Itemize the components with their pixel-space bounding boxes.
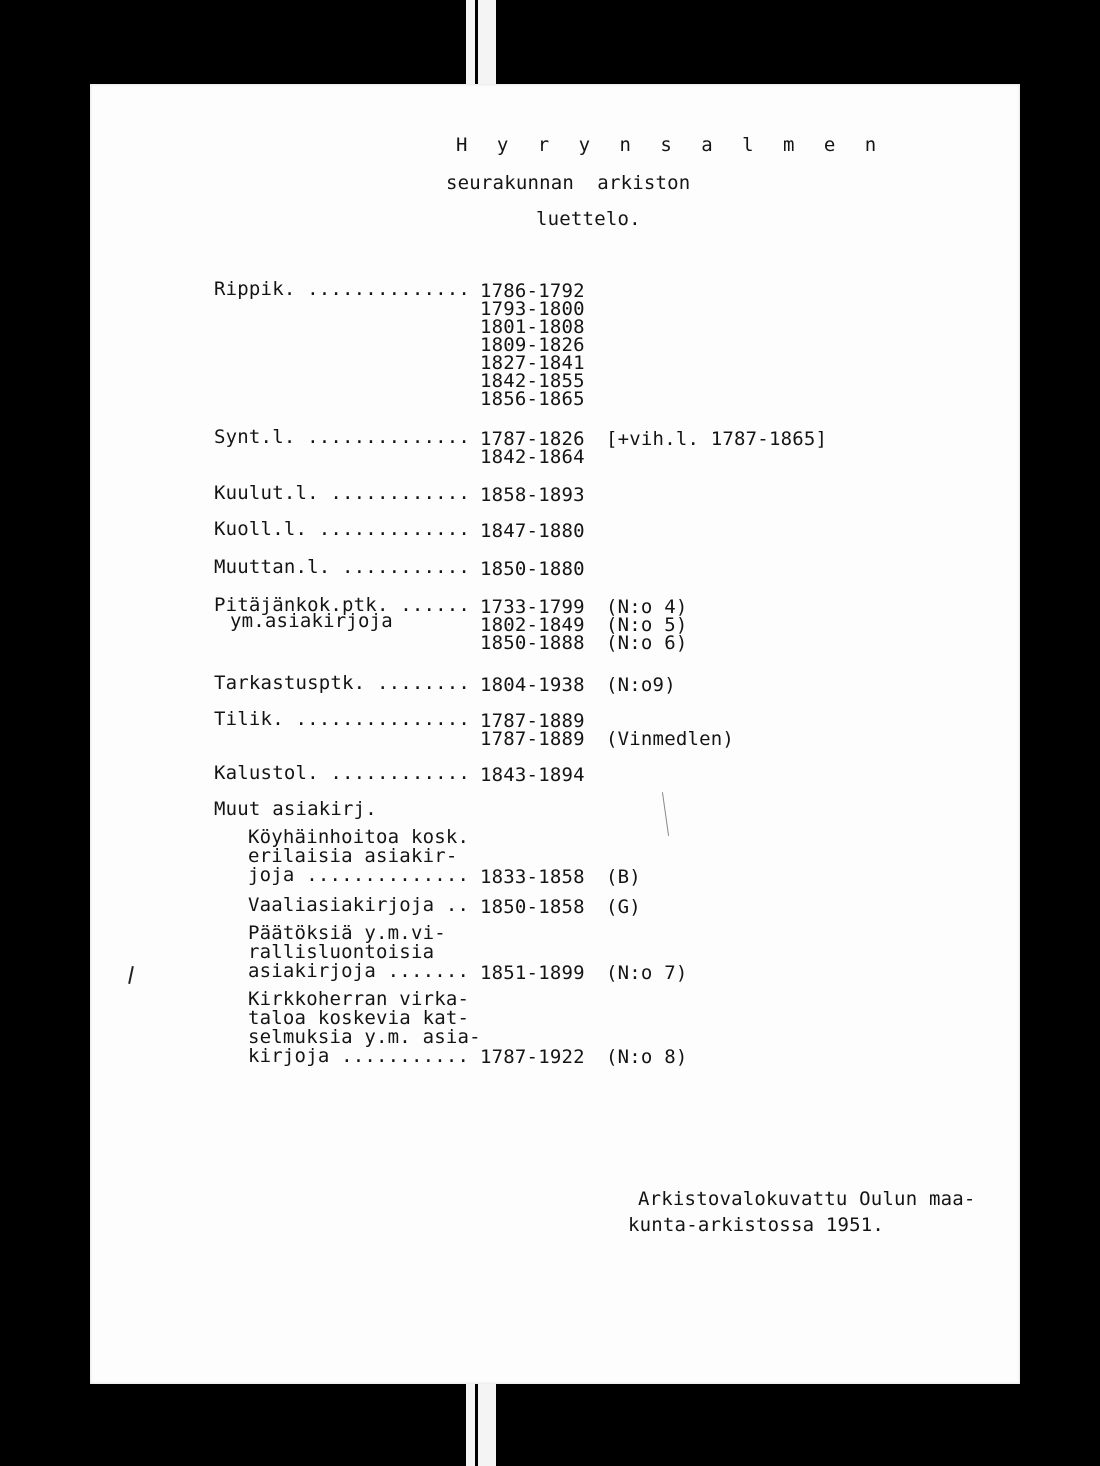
entry-note: (G) bbox=[606, 896, 641, 918]
year-range: 1851-1899 bbox=[480, 962, 585, 984]
entry-note: (N:o 6) bbox=[606, 632, 688, 654]
entry-line: selmuksia y.m. asia- bbox=[248, 1026, 481, 1048]
document-subtitle-2: luettelo. bbox=[536, 208, 641, 230]
year-range: 1786-1792 bbox=[480, 280, 585, 302]
scan-mark bbox=[662, 792, 669, 836]
entry-line: Kirkkoherran virka- bbox=[248, 988, 470, 1010]
year-range: 1858-1893 bbox=[480, 484, 585, 506]
entry-label-kuoll: Kuoll.l. ............. bbox=[214, 518, 471, 540]
entry-note: (N:o 5) bbox=[606, 614, 688, 636]
footer-note-line-1: Arkistovalokuvattu Oulun maa- bbox=[638, 1188, 976, 1210]
footer-note-line-2: kunta-arkistossa 1951. bbox=[628, 1214, 885, 1236]
section-heading-muut: Muut asiakirj. bbox=[214, 798, 377, 820]
entry-line: joja .............. bbox=[248, 864, 470, 886]
entry-label-kuulut: Kuulut.l. ............ bbox=[214, 482, 471, 504]
entry-line: Köyhäinhoitoa kosk. bbox=[248, 826, 470, 848]
entry-line: Vaaliasiakirjoja .. bbox=[248, 894, 470, 916]
year-range: 1850-1880 bbox=[480, 558, 585, 580]
film-strip-bottom-right bbox=[478, 1380, 496, 1466]
entry-label-rippik: Rippik. .............. bbox=[214, 278, 471, 300]
year-range: 1847-1880 bbox=[480, 520, 585, 542]
document-title: H y r y n s a l m e n bbox=[456, 134, 886, 156]
scan-mark bbox=[128, 966, 134, 984]
year-range: 1787-1889 bbox=[480, 710, 585, 732]
year-range: 1827-1841 bbox=[480, 352, 585, 374]
entry-note: (B) bbox=[606, 866, 641, 888]
year-range: 1856-1865 bbox=[480, 388, 585, 410]
year-range: 1842-1864 bbox=[480, 446, 585, 468]
entry-line: erilaisia asiakir- bbox=[248, 845, 458, 867]
year-range: 1850-1888 bbox=[480, 632, 585, 654]
entry-note: (N:o 4) bbox=[606, 596, 688, 618]
entry-note-tarkastus: (N:o9) bbox=[606, 674, 676, 696]
year-range: 1843-1894 bbox=[480, 764, 585, 786]
year-range: 1833-1858 bbox=[480, 866, 585, 888]
year-range: 1802-1849 bbox=[480, 614, 585, 636]
year-range: 1787-1826 bbox=[480, 428, 585, 450]
entry-note-tilik: (Vinmedlen) bbox=[606, 728, 735, 750]
document-page bbox=[90, 84, 1020, 1384]
entry-label-tilik: Tilik. ............... bbox=[214, 708, 471, 730]
entry-label-muuttan: Muuttan.l. ........... bbox=[214, 556, 471, 578]
year-range: 1801-1808 bbox=[480, 316, 585, 338]
year-range: 1850-1858 bbox=[480, 896, 585, 918]
entry-label-pitajankok: Pitäjänkok.ptk. ...... bbox=[214, 594, 471, 616]
film-strip-top-left bbox=[466, 0, 475, 90]
year-range: 1787-1889 bbox=[480, 728, 585, 750]
entry-note: (N:o 8) bbox=[606, 1046, 688, 1068]
entry-label-synt: Synt.l. .............. bbox=[214, 426, 471, 448]
year-range: 1793-1800 bbox=[480, 298, 585, 320]
entry-note-synt: [+vih.l. 1787-1865] bbox=[606, 428, 828, 450]
entry-sublabel-pitajankok: ym.asiakirjoja bbox=[230, 610, 393, 632]
entry-label-tarkastus: Tarkastusptk. ........ bbox=[214, 672, 471, 694]
film-strip-top-right bbox=[478, 0, 496, 90]
year-range: 1733-1799 bbox=[480, 596, 585, 618]
entry-line: kirjoja ........... bbox=[248, 1045, 470, 1067]
film-strip-bottom-left bbox=[466, 1380, 475, 1466]
year-range: 1809-1826 bbox=[480, 334, 585, 356]
entry-note: (N:o 7) bbox=[606, 962, 688, 984]
entry-label-kalustol: Kalustol. ............ bbox=[214, 762, 471, 784]
year-range: 1787-1922 bbox=[480, 1046, 585, 1068]
document-subtitle: seurakunnan arkiston bbox=[446, 172, 691, 194]
entry-line: asiakirjoja ....... bbox=[248, 960, 470, 982]
year-range: 1842-1855 bbox=[480, 370, 585, 392]
entry-line: rallisluontoisia bbox=[248, 941, 435, 963]
entry-line: Päätöksiä y.m.vi- bbox=[248, 922, 446, 944]
entry-line: taloa koskevia kat- bbox=[248, 1007, 470, 1029]
year-range: 1804-1938 bbox=[480, 674, 585, 696]
